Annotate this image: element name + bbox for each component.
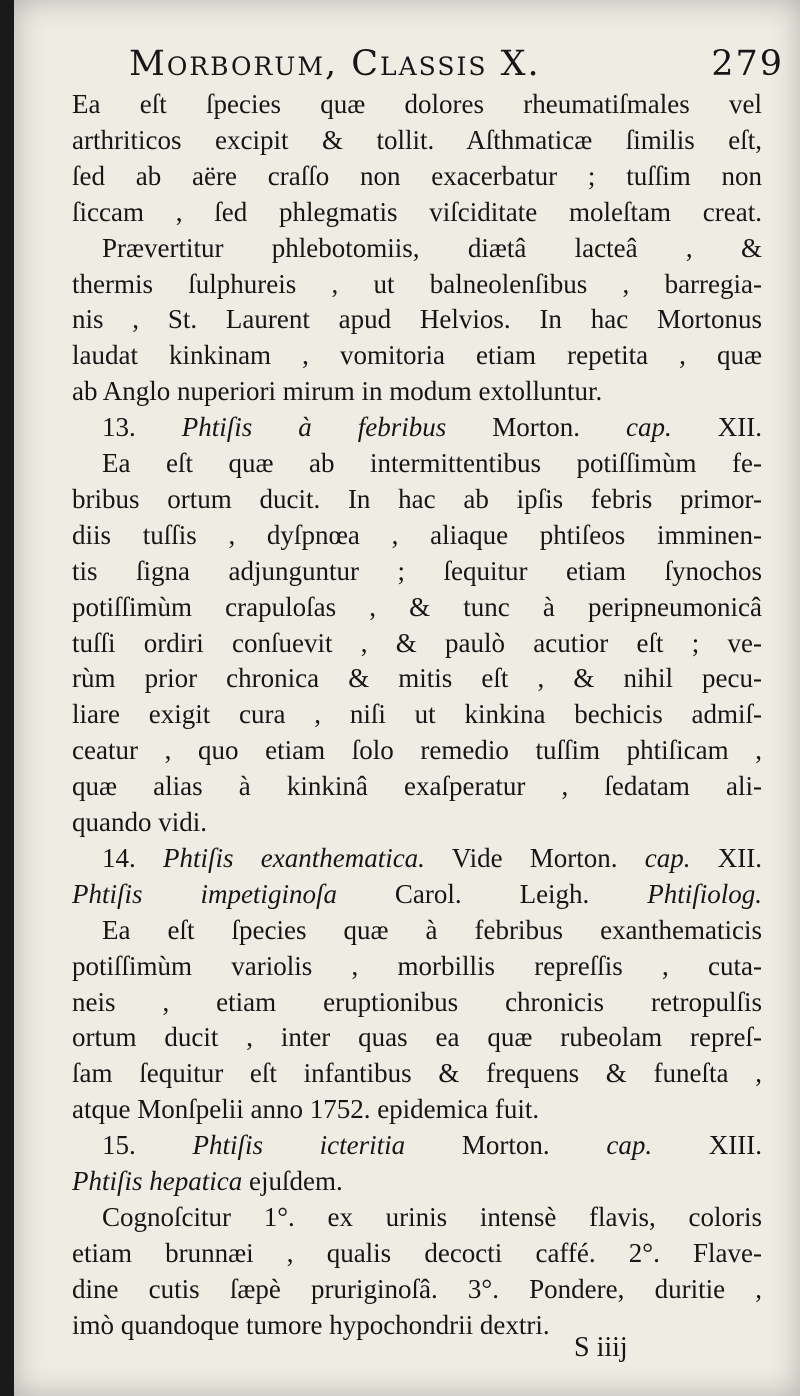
text-segment: etiam brunnæi , qualis decocti caffé. 2°. Flave-: [72, 1237, 762, 1268]
text-line: [72, 842, 762, 875]
text-segment: dine cutis ſæpè pruriginoſâ. 3°. Pondere, duritie ,: [72, 1273, 762, 1304]
text-segment: ab Anglo nuperiori mirum in modum extolluntur.: [72, 376, 603, 407]
text-line: [72, 232, 762, 265]
text-line: [72, 483, 762, 516]
text-line: [72, 1237, 762, 1270]
text-line: [72, 375, 762, 408]
italic-text: Phtiſiolog.: [647, 878, 763, 909]
text-segment: arthriticos excipit & tollit. Aſthmaticæ ſimilis eſt,: [72, 124, 762, 155]
text-segment: Ea eſt ſpecies quæ dolores rheumatiſmales vel: [72, 89, 762, 119]
text-line: [72, 770, 762, 803]
text-line: [72, 519, 762, 552]
text-line: [72, 1093, 762, 1126]
italic-text: Phtiſis à febribus: [181, 412, 447, 443]
text-line: [72, 986, 762, 1019]
text-segment: Morton.: [446, 412, 627, 443]
text-line: [72, 591, 762, 624]
text-segment: tis ſigna adjunguntur ; ſequitur etiam ſynochos: [72, 555, 762, 586]
text-line: [72, 555, 762, 588]
italic-text: cap.: [626, 412, 672, 443]
text-segment: tuſſi ordiri conſuevit , & paulò acutior eſt ; ve-: [72, 627, 762, 658]
text-segment: imò quandoque tumore hypochondrii dextri.: [72, 1309, 550, 1340]
text-line: [72, 1273, 762, 1306]
running-title: Morborum, Classis X.: [129, 44, 541, 84]
text-segment: atque Monſpelii anno 1752. epidemica fuit.: [72, 1094, 540, 1125]
italic-text: Phtiſis impetiginoſa: [72, 878, 337, 909]
text-segment: XII.: [671, 412, 763, 443]
text-segment: Carol. Leigh.: [336, 878, 648, 909]
text-segment: liare exigit cura , niſi ut kinkina bechicis admiſ-: [72, 699, 762, 730]
text-segment: thermis ſulphureis , ut balneolenſibus , barregia-: [72, 268, 762, 299]
text-segment: ſam ſequitur eſt infantibus & frequens & funeſta ,: [72, 1058, 762, 1089]
text-line: [72, 950, 762, 983]
text-segment: Ea eſt quæ ab intermittentibus potiſſimùm fe-: [102, 448, 762, 478]
text-line: [72, 1201, 762, 1234]
text-segment: Cognoſcitur 1°. ex urinis intensè flavis, coloris: [102, 1201, 762, 1232]
signature-mark: S iiij: [574, 1332, 628, 1363]
text-line: [72, 734, 762, 767]
italic-text: Phtiſis icteritia: [192, 1130, 406, 1161]
text-line: [72, 1057, 762, 1090]
text-segment: potiſſimùm crapuloſas , & tunc à peripneumonicâ: [72, 591, 762, 622]
text-line: [72, 160, 762, 193]
text-segment: Vide Morton.: [424, 842, 645, 873]
text-segment: ſed ab aëre craſſo non exacerbatur ; tuſſim non: [72, 160, 762, 191]
text-segment: quando vidi.: [72, 807, 207, 837]
text-segment: Prævertitur phlebotomiis, diætâ lacteâ , &: [102, 232, 762, 263]
text-segment: ortum ducit , inter quas ea quæ rubeolam repreſ-: [72, 1022, 762, 1053]
text-line: [72, 447, 762, 480]
text-segment: ſiccam , ſed phlegmatis viſciditate moleſtam creat.: [72, 196, 762, 227]
text-line: [72, 303, 762, 336]
text-segment: ceatur , quo etiam ſolo remedio tuſſim phtiſicam ,: [72, 735, 762, 766]
text-line: [72, 339, 762, 372]
text-line: [72, 88, 762, 121]
book-page: [14, 0, 800, 1396]
text-segment: XIII.: [652, 1130, 763, 1161]
text-segment: laudat kinkinam , vomitoria etiam repetita , quæ: [72, 340, 762, 371]
text-line: [72, 268, 762, 301]
text-segment: XII.: [690, 842, 763, 873]
text-line: [72, 1129, 762, 1162]
text-line: [72, 196, 762, 229]
text-segment: 15.: [102, 1130, 193, 1161]
italic-text: Phtiſis exanthematica.: [163, 842, 425, 873]
text-segment: 14.: [102, 842, 163, 873]
text-line: [72, 1021, 762, 1054]
text-segment: neis , etiam eruptionibus chronicis retropulſis: [72, 986, 762, 1017]
running-header: [119, 44, 784, 88]
text-line: [72, 698, 762, 731]
text-line: [72, 627, 762, 660]
text-segment: rùm prior chronica & mitis eſt , & nihil pecu-: [72, 663, 762, 694]
italic-text: Phtiſis hepatica: [72, 1166, 243, 1196]
text-segment: quæ alias à kinkinâ exaſperatur , ſedatam ali-: [72, 771, 762, 802]
italic-text: cap.: [644, 842, 691, 873]
text-segment: diis tuſſis , dyſpnœa , aliaque phtiſeos imminen-: [72, 519, 762, 550]
text-segment: ejuſdem.: [242, 1166, 343, 1196]
text-segment: Morton.: [405, 1130, 607, 1161]
text-line: [72, 1165, 762, 1198]
italic-text: cap.: [606, 1130, 653, 1161]
text-segment: 13.: [102, 412, 182, 443]
text-line: [72, 878, 762, 911]
page-number: 279: [711, 44, 784, 84]
text-line: [72, 662, 762, 695]
text-segment: bribus ortum ducit. In hac ab ipſis febris primor-: [72, 483, 762, 514]
text-line: [72, 914, 762, 947]
text-line: [72, 806, 762, 839]
text-line: [72, 411, 762, 444]
text-line: [72, 124, 762, 157]
text-segment: nis , St. Laurent apud Helvios. In hac Mortonus: [72, 304, 762, 335]
text-segment: potiſſimùm variolis , morbillis repreſſis , cuta-: [72, 950, 762, 981]
text-segment: Ea eſt ſpecies quæ à febribus exanthematicis: [102, 914, 762, 945]
